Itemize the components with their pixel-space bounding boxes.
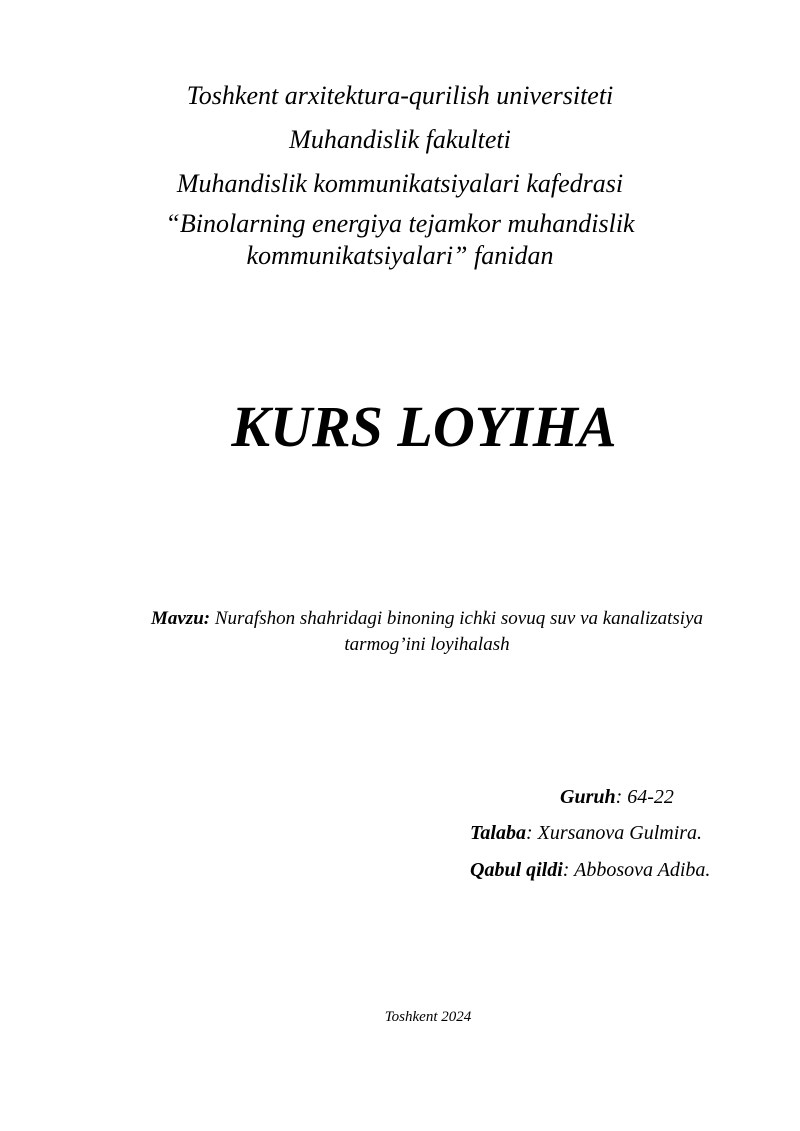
course-name: “Binolarning energiya tejamkor muhandislik kommunikatsiyalari” fanidan xyxy=(165,209,635,270)
header-block xyxy=(0,74,800,272)
department-name: Muhandislik kommunikatsiyalari kafedrasi xyxy=(176,169,624,198)
group-row xyxy=(560,784,674,810)
topic-block xyxy=(112,606,742,658)
student-row xyxy=(470,820,702,846)
student-label: Talaba xyxy=(470,822,526,844)
accepted-label: Qabul qildi xyxy=(470,859,563,881)
group-value: : 64-22 xyxy=(615,786,674,808)
group-label: Guruh xyxy=(560,786,616,808)
university-name: Toshkent arxitektura-qurilish universiteti xyxy=(186,81,614,110)
student-value: : Xursanova Gulmira. xyxy=(525,822,703,844)
document-title: KURS LOYIHA xyxy=(231,394,617,459)
topic-label: Mavzu: xyxy=(150,608,211,629)
accepted-value: : Abbosova Adiba. xyxy=(562,859,711,881)
topic-text: Nurafshon shahridagi binoning ichki sovuq suv va kanalizatsiya tarmog’ini loyihalash xyxy=(214,608,704,655)
accepted-row xyxy=(470,857,710,883)
faculty-name: Muhandislik fakulteti xyxy=(289,125,511,154)
footer-city-year: Toshkent 2024 xyxy=(384,1009,472,1025)
